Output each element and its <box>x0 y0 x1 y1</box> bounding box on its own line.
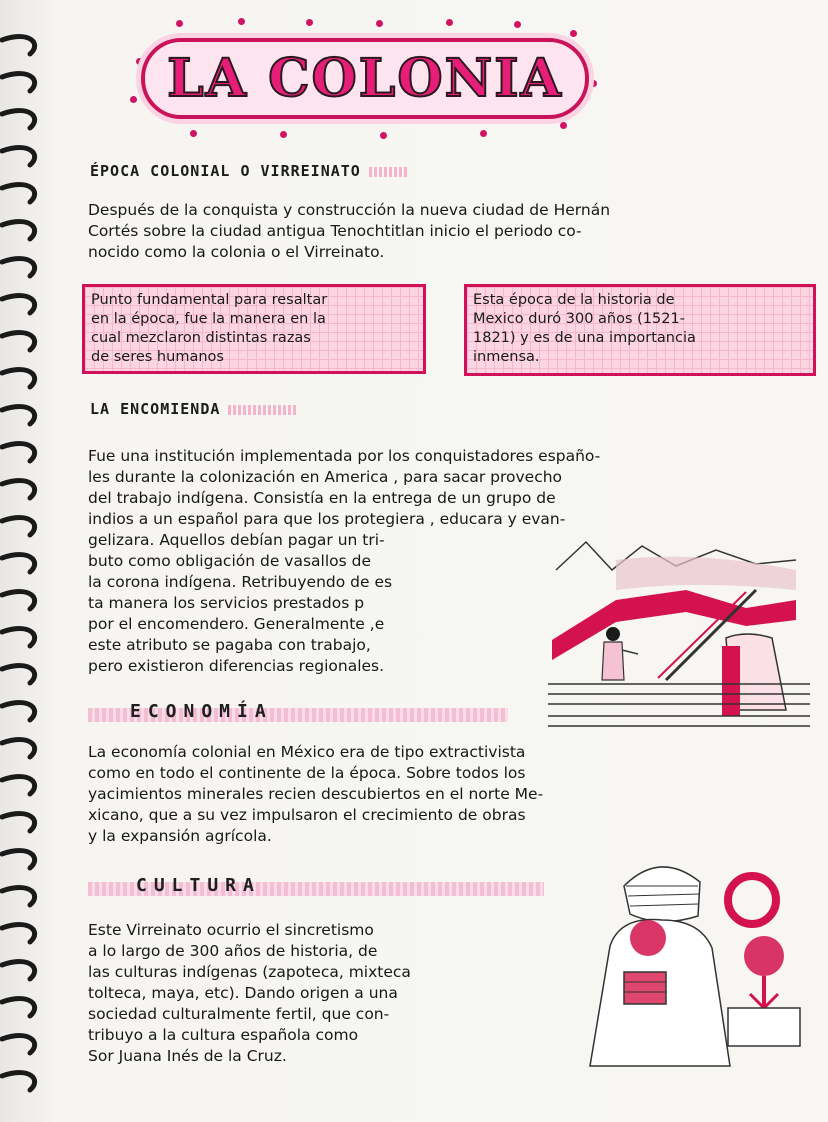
spiral-binding-icon <box>0 30 46 1110</box>
page-title: LA COLONIA <box>167 47 563 109</box>
paragraph-encomienda: Fue una institución implementada por los conquistadores españo- les durante la colonización en America , para sacar provecho del trabajo indígena. Consistía en la entrega de un grupo de indios a un español para que los protegiera , educara y evan- gelizara. Aquellos debían pagar un tri- buto como obligación de vasallos de la corona indígena. Retribuyendo de es ta manera los servicios prestados p por el encomendero. Generalmente ,e este atributo se pagaba con trabajo, pero existieron diferencias regionales. <box>88 447 601 675</box>
heading-encomienda: LA ENCOMIENDA <box>90 400 298 418</box>
note-box-mezcla: Punto fundamental para resaltar en la época, fue la manera en la cual mezclaron distintas razas de seres humanos <box>82 284 426 374</box>
paragraph-cultura: Este Virreinato ocurrio el sincretismo a lo largo de 300 años de historia, de las culturas indígenas (zapoteca, mixteca tolteca, maya, etc). Dando origen a una sociedad culturalmente fertil, que con- tribuyo a la cultura española como Sor Juana Inés de la Cruz. <box>88 921 411 1065</box>
encomienda-illustration-icon <box>546 530 810 730</box>
paragraph-economia: La economía colonial en México era de tipo extractivista como en todo el continente de la época. Sobre todos los yacimientos minerales recien descubiertos en el norte Me- xicano, que a su vez impulsaron el crecimiento de obras y la expansión agrícola. <box>88 743 544 845</box>
heading-economia: ECONOMÍA <box>130 701 273 722</box>
cultura-illustration-icon <box>580 856 810 1070</box>
title-banner <box>130 18 600 138</box>
paragraph-virreinato: Después de la conquista y construcción la nueva ciudad de Hernán Cortés sobre la ciudad antigua Tenochtitlan inicio el periodo co- nocido como la colonia o el Virreinato. <box>88 201 611 261</box>
note-box-duracion: Esta época de la historia de Mexico duró 300 años (1521- 1821) y es de una importancia inmensa. <box>464 284 816 376</box>
heading-virreinato: ÉPOCA COLONIAL O VIRREINATO <box>90 162 409 180</box>
heading-cultura: CULTURA <box>136 875 261 896</box>
